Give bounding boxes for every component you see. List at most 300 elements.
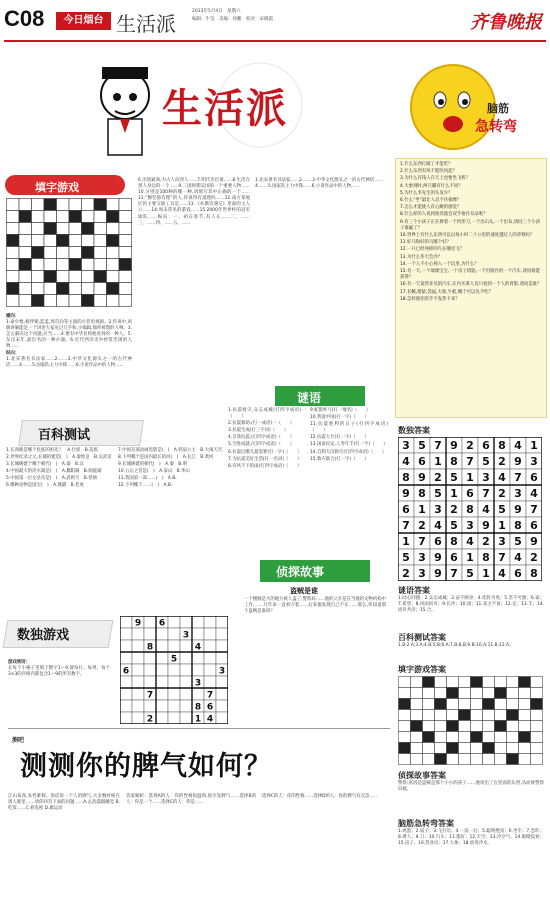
- crossword-cell[interactable]: [57, 211, 70, 223]
- sudoku-answer-digit: 6: [450, 551, 458, 564]
- crossword-cell[interactable]: [44, 247, 57, 259]
- crossword-answer-cell: [411, 710, 423, 721]
- brain-teaser-box: [395, 158, 547, 418]
- crossword-answer-cell: [423, 743, 435, 754]
- crossword-answer-cell: [459, 688, 471, 699]
- crossword-cell[interactable]: [57, 223, 70, 235]
- crossword-cell[interactable]: [107, 199, 120, 211]
- sudoku-given: 4: [194, 642, 202, 653]
- crossword-cell[interactable]: [7, 235, 20, 247]
- crossword-cell[interactable]: [32, 199, 45, 211]
- sudoku-cell[interactable]: [204, 664, 216, 676]
- crossword-cell[interactable]: [107, 247, 120, 259]
- story-answer-title: 侦探故事答案: [398, 771, 446, 780]
- crossword-cell[interactable]: [107, 283, 120, 295]
- sudoku-cell[interactable]: [168, 688, 180, 700]
- brain-teaser-item: 18.怎样使你的手不发热下来？: [400, 296, 460, 302]
- crossword-cell[interactable]: [82, 199, 95, 211]
- crossword-answer-cell: [471, 688, 483, 699]
- baike-question: 7.中国首部动画电影是( ) A.铁扇公主 B.大闹天宫: [118, 448, 223, 453]
- sudoku-answer-digit: 1: [466, 551, 474, 564]
- crossword-answer-cell: [507, 732, 519, 743]
- crossword-answer-cell: [507, 688, 519, 699]
- baike-question: 11.我国第一部……( ) A.B.: [118, 476, 177, 482]
- brain-teaser-item: 17.长蛾,猪猿,袋鼠,大象,牛蛙,哪个可以先不吃？: [400, 289, 493, 295]
- sudoku-answer-digit: 1: [402, 535, 410, 548]
- sudoku-answer-grid: [398, 437, 542, 581]
- sudoku-cell[interactable]: [132, 700, 144, 712]
- brain-teaser-item: 12.一只已经死掉的鸟在哪里飞？: [400, 247, 465, 253]
- crossword-cell[interactable]: [57, 295, 70, 307]
- sudoku-answer-digit: 4: [498, 471, 506, 484]
- sudoku-puzzle[interactable]: [120, 616, 228, 724]
- sudoku-cell[interactable]: [168, 676, 180, 688]
- sudoku-cell[interactable]: [192, 652, 204, 664]
- sudoku-cell[interactable]: [204, 616, 216, 628]
- brain-teaser-item: 6.什么“坐”最让人忍不住揣摩？: [400, 198, 462, 204]
- crossword-cell[interactable]: [94, 283, 107, 295]
- sudoku-cell[interactable]: [216, 688, 228, 700]
- crossword-cell[interactable]: [7, 283, 20, 295]
- sudoku-cell[interactable]: [204, 676, 216, 688]
- crossword-answer-cell: [495, 710, 507, 721]
- sudoku-answer-digit: 6: [482, 439, 490, 452]
- crossword-cell[interactable]: [69, 199, 82, 211]
- sudoku-answer-digit: 1: [418, 503, 426, 516]
- crossword-answer-cell: [531, 688, 543, 699]
- crossword-cell[interactable]: [44, 283, 57, 295]
- crossword-cell[interactable]: [94, 223, 107, 235]
- masthead: [80, 55, 400, 165]
- sudoku-cell[interactable]: [192, 616, 204, 628]
- crossword-cell[interactable]: [44, 271, 57, 283]
- sudoku-cell[interactable]: [180, 712, 192, 724]
- crossword-answer-cell: [519, 721, 531, 732]
- crossword-cell[interactable]: [32, 247, 45, 259]
- sudoku-cell[interactable]: [120, 640, 132, 652]
- crossword-cell[interactable]: [32, 295, 45, 307]
- sudoku-section-title: [5, 620, 115, 646]
- sudoku-cell[interactable]: [132, 688, 144, 700]
- riddle-list: [228, 408, 388, 470]
- crossword-answer-cell: [471, 699, 483, 710]
- crossword-cell[interactable]: [82, 295, 95, 307]
- sudoku-cell[interactable]: [144, 676, 156, 688]
- crossword-cell[interactable]: [19, 211, 32, 223]
- crossword-cell[interactable]: [57, 199, 70, 211]
- crossword-answer-cell: [519, 688, 531, 699]
- crossword-answer-cell: [495, 699, 507, 710]
- sudoku-answer-digit: 1: [482, 567, 490, 580]
- brain-title-2: 急转弯: [475, 119, 517, 135]
- sudoku-cell[interactable]: [204, 652, 216, 664]
- crossword-cell[interactable]: [32, 235, 45, 247]
- crossword-cell[interactable]: [19, 295, 32, 307]
- crossword-answer-cell: [519, 677, 531, 688]
- crossword-cell[interactable]: [107, 211, 120, 223]
- riddle-title: 谜语: [297, 391, 322, 405]
- crossword-cell[interactable]: [57, 235, 70, 247]
- crossword-cell[interactable]: [19, 283, 32, 295]
- crossword-cell[interactable]: [7, 259, 20, 271]
- crossword-cell[interactable]: [94, 247, 107, 259]
- crossword-cell[interactable]: [119, 283, 132, 295]
- crossword-cell[interactable]: [32, 223, 45, 235]
- crossword-answer-cell: [399, 677, 411, 688]
- sudoku-given: 3: [182, 630, 190, 641]
- sudoku-cell[interactable]: [120, 700, 132, 712]
- crossword-cell[interactable]: [94, 211, 107, 223]
- crossword-cell[interactable]: [7, 211, 20, 223]
- crossword-answer-cell: [483, 754, 495, 765]
- crossword-answer-cell: [435, 688, 447, 699]
- crossword-cell[interactable]: [19, 247, 32, 259]
- crossword-cell[interactable]: [44, 235, 57, 247]
- crossword-answer-cell: [519, 743, 531, 754]
- crossword-cell[interactable]: [94, 271, 107, 283]
- sudoku-answer-digit: 2: [466, 439, 474, 452]
- sudoku-answer-digit: 1: [450, 487, 458, 500]
- crossword-cell[interactable]: [82, 247, 95, 259]
- baike-answer-text: 1.B;2.A;3.A;4.B;5.B;6.A;7.B;8.B;9.B;10.A;11.B;12.A。: [398, 643, 514, 648]
- sudoku-answer-digit: 2: [402, 567, 410, 580]
- sudoku-answer-digit: 9: [530, 535, 538, 548]
- sudoku-cell[interactable]: [168, 628, 180, 640]
- sudoku-answer-digit: 1: [466, 471, 474, 484]
- smiley-icon: [408, 62, 498, 152]
- crossword-answer-cell: [459, 743, 471, 754]
- brain-teaser-item: 11.好马和好的马哪个好？: [400, 240, 451, 246]
- crossword-cell[interactable]: [119, 295, 132, 307]
- crossword-answer-cell: [447, 732, 459, 743]
- crossword-answer-cell: [531, 754, 543, 765]
- sudoku-answer-digit: 9: [402, 487, 410, 500]
- crossword-answer-cell: [411, 688, 423, 699]
- crossword-cell[interactable]: [19, 259, 32, 271]
- crossword-cell[interactable]: [107, 259, 120, 271]
- sudoku-given: 8: [146, 642, 154, 653]
- crossword-cell[interactable]: [7, 247, 20, 259]
- masthead-title: 生活派: [162, 86, 288, 132]
- sudoku-cell[interactable]: [132, 664, 144, 676]
- sudoku-given: 6: [122, 666, 130, 677]
- crossword-extra-clues: 6.出境通商,为古人向别人……7.明代名臣谁……8.生活在别人身边的一个……9.三国时期吴国的一个重要人物……10.分别是100种的哪一种,请填写其中正确的一个……11.“横竖都有理”的人,你说得有道理吗……12.南方某地区的主要交通工具是……13.《木偶奇遇记》里面的主人公……14.周末常见的游戏……15.2000年世界杯的冠军球队……纵向：一、初在春节,有人在……二、……三、……四、……五、……: [138, 178, 250, 226]
- crossword-cell[interactable]: [82, 211, 95, 223]
- riddle-answer-text: 1.同心同德；2.众志成城；3.奋不顾身；4.化险为夷；5.坚不可摧；6.家；7.希望；8.风雨同舟；9.长沙；10.国；11.来之不易；12.定；13.丰；14.同舟共济；15.合。: [398, 596, 544, 614]
- sudoku-answer-digit: 9: [514, 455, 522, 468]
- baike-answer-title: 百科测试答案: [398, 633, 446, 642]
- crossword-cell[interactable]: [82, 283, 95, 295]
- crossword-answer-cell: [471, 754, 483, 765]
- crossword-cell[interactable]: [69, 259, 82, 271]
- sudoku-cell[interactable]: [216, 712, 228, 724]
- crossword-cell[interactable]: [82, 271, 95, 283]
- crossword-cell[interactable]: [94, 199, 107, 211]
- sudoku-answer-digit: 4: [530, 487, 538, 500]
- crossword-cell[interactable]: [44, 211, 57, 223]
- sudoku-answer-digit: 5: [434, 487, 442, 500]
- crossword-extra-clues-2: 1.北宋著名书法家……2.……3.中华文化源头之一的古代神话……4.……5.国家队主力中锋……6.小说作品中的人物……: [255, 178, 383, 190]
- sudoku-cell[interactable]: [120, 676, 132, 688]
- crossword-cell[interactable]: [32, 211, 45, 223]
- crossword-answer-cell: [531, 710, 543, 721]
- sudoku-answer-digit: 8: [514, 519, 522, 532]
- crossword-cell[interactable]: [19, 199, 32, 211]
- crossword-answer-cell: [411, 732, 423, 743]
- sudoku-answer-digit: 2: [482, 535, 490, 548]
- crossword-answer-grid: [398, 676, 544, 766]
- sudoku-cell[interactable]: [168, 616, 180, 628]
- crossword-answer-cell: [399, 754, 411, 765]
- crossword-grid[interactable]: [6, 198, 134, 310]
- crossword-answer-cell: [423, 710, 435, 721]
- sudoku-answer-digit: 6: [530, 519, 538, 532]
- brain-teaser-item: 2.什么东西有风不能吹风起？: [400, 169, 457, 175]
- baike-question: 2.世界纪录之父,长城的建造( ) A.秦始皇 B.汉武帝: [6, 455, 112, 461]
- sudoku-given: 3: [194, 678, 202, 689]
- crossword-cell[interactable]: [44, 259, 57, 271]
- crossword-cell[interactable]: [44, 295, 57, 307]
- crossword-answer-cell: [495, 721, 507, 732]
- crossword-cell[interactable]: [19, 271, 32, 283]
- sudoku-cell[interactable]: [156, 700, 168, 712]
- crossword-answer-cell: [447, 721, 459, 732]
- sudoku-cell[interactable]: [144, 664, 156, 676]
- crossword-answer-cell: [495, 743, 507, 754]
- sudoku-answer-digit: 7: [530, 503, 538, 516]
- crossword-cell[interactable]: [57, 283, 70, 295]
- crossword-answer-cell: [483, 688, 495, 699]
- brain-answer-title: 脑筋急转弯答案: [398, 819, 454, 828]
- sudoku-answer-digit: 9: [434, 567, 442, 580]
- sudoku-cell[interactable]: [132, 712, 144, 724]
- crossword-cell[interactable]: [69, 283, 82, 295]
- sudoku-cell[interactable]: [120, 688, 132, 700]
- sudoku-answer-digit: 3: [498, 535, 506, 548]
- sudoku-cell[interactable]: [156, 628, 168, 640]
- sudoku-cell[interactable]: [132, 640, 144, 652]
- crossword-cell[interactable]: [119, 235, 132, 247]
- sudoku-cell[interactable]: [156, 712, 168, 724]
- crossword-answer-cell: [447, 677, 459, 688]
- sudoku-cell[interactable]: [180, 676, 192, 688]
- sudoku-cell[interactable]: [180, 640, 192, 652]
- sudoku-cell[interactable]: [192, 688, 204, 700]
- crossword-horizontal-title: 横向：: [6, 314, 20, 319]
- crossword-cell[interactable]: [119, 199, 132, 211]
- sudoku-cell[interactable]: [156, 652, 168, 664]
- sudoku-answer-digit: 6: [514, 567, 522, 580]
- sudoku-answer-digit: 5: [418, 439, 426, 452]
- crossword-cell[interactable]: [57, 271, 70, 283]
- crossword-cell[interactable]: [32, 271, 45, 283]
- crossword-cell[interactable]: [107, 223, 120, 235]
- sudoku-cell[interactable]: [144, 700, 156, 712]
- crossword-answer-cell: [423, 721, 435, 732]
- crossword-cell[interactable]: [19, 223, 32, 235]
- crossword-answer-cell: [423, 732, 435, 743]
- crossword-cell[interactable]: [32, 259, 45, 271]
- riddle-item: 3.抗震生成(打三字词)（ ）: [228, 428, 289, 434]
- sudoku-cell[interactable]: [180, 616, 192, 628]
- page-number: C08: [4, 6, 45, 31]
- crossword-answer-cell: [471, 710, 483, 721]
- crossword-cell[interactable]: [19, 235, 32, 247]
- sudoku-cell[interactable]: [216, 652, 228, 664]
- sudoku-answer-digit: 8: [530, 567, 538, 580]
- crossword-cell[interactable]: [7, 295, 20, 307]
- sudoku-answer-digit: 5: [450, 471, 458, 484]
- sudoku-cell[interactable]: [192, 664, 204, 676]
- riddle-item: 13.国泰民安,人寿年丰(打一字)（ ）: [310, 442, 388, 448]
- sudoku-cell[interactable]: [120, 628, 132, 640]
- crossword-answer-cell: [483, 743, 495, 754]
- sudoku-cell[interactable]: [156, 664, 168, 676]
- crossword-answer-cell: [495, 677, 507, 688]
- crossword-answer-cell: [507, 754, 519, 765]
- sudoku-cell[interactable]: [216, 676, 228, 688]
- crossword-cell[interactable]: [69, 247, 82, 259]
- sudoku-cell[interactable]: [204, 640, 216, 652]
- crossword-answer-cell: [459, 754, 471, 765]
- sudoku-answer-digit: 7: [482, 487, 490, 500]
- story-subtitle: 盗贼是谁: [290, 587, 318, 595]
- crossword-cell[interactable]: [69, 211, 82, 223]
- riddle-item: 11.抗震胜利的日子(打四字成语)（ ）: [310, 422, 388, 434]
- crossword-cell[interactable]: [69, 223, 82, 235]
- crossword-cell[interactable]: [7, 199, 20, 211]
- sudoku-cell[interactable]: [216, 616, 228, 628]
- riddle-item: 4.自我抗震,(打四字成语)（ ）: [228, 435, 295, 441]
- crossword-grid-svg: [6, 198, 134, 310]
- brain-teaser-item: 16.有一天某营业员的汽车,在内买莱人员只看到一个人的背影,请问是谁？: [400, 282, 542, 288]
- sudoku-cell[interactable]: [144, 652, 156, 664]
- crossword-answer-cell: [435, 699, 447, 710]
- sudoku-cell[interactable]: [156, 688, 168, 700]
- brain-title-1: 脑筋: [487, 102, 509, 115]
- crossword-answer-cell: [411, 699, 423, 710]
- sudoku-cell[interactable]: [192, 628, 204, 640]
- sudoku-answer-digit: 5: [482, 455, 490, 468]
- crossword-cell[interactable]: [69, 271, 82, 283]
- sudoku-cell[interactable]: [132, 652, 144, 664]
- sudoku-cell[interactable]: [156, 640, 168, 652]
- sudoku-cell[interactable]: [180, 664, 192, 676]
- crossword-cell[interactable]: [107, 271, 120, 283]
- crossword-cell[interactable]: [119, 247, 132, 259]
- sudoku-answer-digit: 2: [450, 503, 458, 516]
- smiley-badge: [408, 62, 498, 152]
- crossword-answer-cell: [399, 721, 411, 732]
- riddle-item: 6.抗震后哪儿最需要(打一字)（ ）: [228, 449, 302, 455]
- crossword-cell[interactable]: [94, 295, 107, 307]
- sudoku-cell[interactable]: [120, 712, 132, 724]
- sudoku-cell[interactable]: [132, 676, 144, 688]
- baike-question: 9.长城修建的朝代( ) A.秦 B.明: [118, 462, 188, 468]
- sudoku-given: 5: [170, 654, 178, 665]
- story-text: 一个楼阁是大的地方被人盗了,警察局……他的父亲是在当地的文物机构中工作,……几年来一直看守着……后来他发现自己不在……那么,你知道那个盗贼是谁吗？: [244, 597, 386, 615]
- sudoku-answer-digit: 1: [530, 439, 538, 452]
- crossword-cell[interactable]: [94, 259, 107, 271]
- crossword-answer-cell: [423, 754, 435, 765]
- sudoku-answer-digit: 7: [466, 455, 474, 468]
- sudoku-rule-title: 游戏规则：: [8, 660, 30, 665]
- sudoku-cell[interactable]: [216, 628, 228, 640]
- sudoku-answer-digit: 1: [498, 519, 506, 532]
- sudoku-answer-digit: 5: [450, 519, 458, 532]
- crossword-cell[interactable]: [57, 259, 70, 271]
- crossword-cell[interactable]: [44, 199, 57, 211]
- crossword-cell[interactable]: [94, 235, 107, 247]
- riddle-answer-title: 谜语答案: [398, 586, 430, 595]
- crossword-answer-cell: [459, 732, 471, 743]
- crossword-cell[interactable]: [69, 295, 82, 307]
- sudoku-given: 3: [218, 666, 226, 677]
- crossword-cell[interactable]: [69, 235, 82, 247]
- sudoku-cell[interactable]: [180, 652, 192, 664]
- crossword-cell[interactable]: [7, 271, 20, 283]
- sudoku-cell[interactable]: [168, 700, 180, 712]
- crossword-cell[interactable]: [119, 271, 132, 283]
- sudoku-cell[interactable]: [144, 628, 156, 640]
- baike-questions: [6, 448, 224, 568]
- crossword-cell[interactable]: [57, 247, 70, 259]
- crossword-answer-cell: [399, 688, 411, 699]
- crossword-answer-cell: [411, 677, 423, 688]
- crossword-cell[interactable]: [107, 235, 120, 247]
- crossword-horizontal-clues: 1.命少数,相伴朝,蓝蓝,周首尚等主演的古装电视剧。2.传说中,鸡肠讲解能是一个讲述大家见过几乎和,小编辑,那样被想的人物。3.怎么解决这个问题,应当……4.要有中华名将他看到的一种人。5.东汉末年,最出名的一种兵器。6.近代西洋史中经常出现的人物……: [6, 320, 132, 350]
- sudoku-answer-digit: 4: [402, 455, 410, 468]
- crossword-cell[interactable]: [32, 283, 45, 295]
- crossword-cell[interactable]: [44, 223, 57, 235]
- baike-section-title: [20, 420, 140, 444]
- story-section-title: [260, 560, 386, 584]
- sudoku-cell[interactable]: [168, 664, 180, 676]
- sudoku-cell[interactable]: [180, 688, 192, 700]
- brain-teaser-item: 8.什么样的人说到别处就会双手捂住耳朵呢？: [400, 212, 488, 218]
- crossword-cell[interactable]: [119, 223, 132, 235]
- story-title: 侦探故事: [276, 565, 325, 579]
- crossword-answer-cell: [423, 699, 435, 710]
- crossword-cell[interactable]: [82, 235, 95, 247]
- sudoku-cell[interactable]: [120, 652, 132, 664]
- sudoku-cell[interactable]: [204, 628, 216, 640]
- sudoku-cell[interactable]: [180, 700, 192, 712]
- sudoku-cell[interactable]: [216, 640, 228, 652]
- crossword-cell[interactable]: [119, 211, 132, 223]
- brain-teaser-item: 5.为什么李先生的头发少？: [400, 190, 453, 196]
- sudoku-cell[interactable]: [216, 700, 228, 712]
- sudoku-cell[interactable]: [120, 616, 132, 628]
- crossword-cell[interactable]: [82, 223, 95, 235]
- sudoku-answer-digit: 2: [498, 455, 506, 468]
- crossword-cell[interactable]: [82, 259, 95, 271]
- sudoku-cell[interactable]: [168, 640, 180, 652]
- crossword-cell[interactable]: [119, 259, 132, 271]
- crossword-answer-cell: [471, 677, 483, 688]
- sudoku-cell[interactable]: [132, 628, 144, 640]
- brain-answer-text: 1.鸡蛋；2.扇子；3.飞行员；4.一前一后；5.聪明绝顶；6.坐牢；7.恐吓；8.聋人；9.刀；10.汽车；11.都好；12.天空；13.冷空气；14.眼睛没看；15.房子；16.营业员；17.大象；18.放进冷水。: [398, 829, 544, 847]
- sudoku-cell[interactable]: [156, 676, 168, 688]
- sudoku-cell[interactable]: [144, 616, 156, 628]
- crossword-cell[interactable]: [107, 295, 120, 307]
- sudoku-answer-digit: 8: [466, 503, 474, 516]
- brain-teaser-item: 7.怎么才能使人有心跳的感觉？: [400, 205, 462, 211]
- crossword-answer-cell: [471, 721, 483, 732]
- crossword-cell[interactable]: [7, 223, 20, 235]
- sudoku-cell[interactable]: [168, 712, 180, 724]
- baike-question: 1.长颈鹿是哪个民族的祖先？ A.壮族 B.苗族: [6, 448, 98, 453]
